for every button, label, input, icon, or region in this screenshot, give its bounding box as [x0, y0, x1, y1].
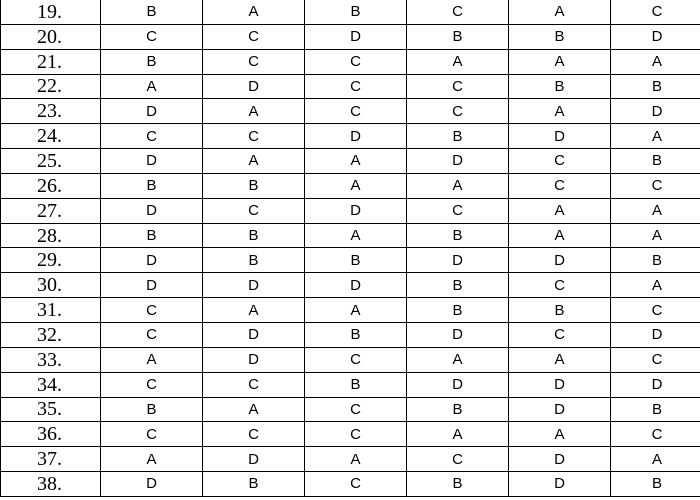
answer-cell: B: [305, 322, 407, 347]
answer-cell: C: [407, 0, 509, 24]
answer-cell: C: [407, 74, 509, 99]
question-number-cell: 38.: [1, 472, 101, 497]
answer-cell: C: [101, 24, 203, 49]
table-row: [1, 124, 700, 149]
table-row: [1, 198, 700, 223]
answer-cell: D: [305, 24, 407, 49]
answer-cell: C: [509, 149, 611, 174]
answer-cell: D: [203, 347, 305, 372]
answer-cell: C: [611, 0, 700, 24]
answer-cell: D: [407, 322, 509, 347]
answer-cell: A: [509, 347, 611, 372]
answer-cell: B: [509, 74, 611, 99]
answer-cell: A: [203, 0, 305, 24]
table-row: [1, 173, 700, 198]
answer-cell: B: [611, 397, 700, 422]
table-row: [1, 74, 700, 99]
answer-cell: A: [509, 223, 611, 248]
answer-cell: D: [203, 74, 305, 99]
table-row: [1, 49, 700, 74]
answer-cell: C: [101, 372, 203, 397]
table-row: [1, 347, 700, 372]
answer-cell: B: [305, 248, 407, 273]
answer-cell: D: [101, 248, 203, 273]
answer-cell: D: [101, 198, 203, 223]
question-number-cell: 21.: [1, 49, 101, 74]
answer-cell: B: [407, 472, 509, 497]
answer-cell: C: [305, 99, 407, 124]
answer-cell: D: [611, 99, 700, 124]
answer-cell: A: [305, 447, 407, 472]
answer-cell: C: [203, 422, 305, 447]
answer-cell: D: [407, 372, 509, 397]
answer-cell: C: [305, 472, 407, 497]
answer-cell: A: [509, 198, 611, 223]
question-number-cell: 22.: [1, 74, 101, 99]
answer-cell: A: [509, 49, 611, 74]
answer-cell: C: [305, 347, 407, 372]
answer-cell: A: [509, 99, 611, 124]
question-number-cell: 23.: [1, 99, 101, 124]
question-number-cell: 37.: [1, 447, 101, 472]
answer-cell: D: [509, 124, 611, 149]
answer-cell: C: [101, 124, 203, 149]
answer-cell: B: [101, 173, 203, 198]
answer-cell: C: [509, 273, 611, 298]
answer-cell: A: [407, 173, 509, 198]
answer-cell: D: [305, 273, 407, 298]
answer-cell: D: [203, 322, 305, 347]
answer-cell: A: [611, 49, 700, 74]
answer-cell: B: [407, 124, 509, 149]
answer-cell: D: [509, 372, 611, 397]
question-number-cell: 25.: [1, 149, 101, 174]
answer-cell: B: [407, 298, 509, 323]
answer-cell: C: [203, 198, 305, 223]
answer-cell: A: [611, 223, 700, 248]
table-row: [1, 248, 700, 273]
answer-cell: D: [203, 447, 305, 472]
question-number-cell: 26.: [1, 173, 101, 198]
answer-cell: C: [305, 422, 407, 447]
answer-cell: A: [203, 397, 305, 422]
table-row: [1, 447, 700, 472]
answer-cell: B: [203, 223, 305, 248]
question-number-cell: 32.: [1, 322, 101, 347]
question-number-cell: 30.: [1, 273, 101, 298]
answer-cell: D: [101, 472, 203, 497]
answer-cell: C: [305, 74, 407, 99]
answer-cell: B: [611, 74, 700, 99]
table-row: [1, 322, 700, 347]
answer-cell: B: [407, 223, 509, 248]
answer-cell: C: [407, 447, 509, 472]
answer-cell: B: [101, 223, 203, 248]
answer-cell: B: [101, 49, 203, 74]
answer-cell: C: [305, 49, 407, 74]
answer-cell: D: [203, 273, 305, 298]
table-row: [1, 99, 700, 124]
answer-cell: A: [305, 173, 407, 198]
table-row: [1, 372, 700, 397]
answer-cell: B: [203, 173, 305, 198]
answer-cell: D: [509, 447, 611, 472]
answer-cell: C: [611, 347, 700, 372]
answer-cell: B: [203, 472, 305, 497]
answer-cell: D: [611, 24, 700, 49]
answer-cell: A: [203, 149, 305, 174]
answer-cell: A: [407, 347, 509, 372]
question-number-cell: 27.: [1, 198, 101, 223]
question-number-cell: 36.: [1, 422, 101, 447]
table-row: [1, 24, 700, 49]
answer-cell: B: [407, 273, 509, 298]
question-number-cell: 35.: [1, 397, 101, 422]
answer-cell: D: [101, 149, 203, 174]
answer-cell: B: [509, 24, 611, 49]
answer-cell: C: [203, 24, 305, 49]
answer-cell: C: [101, 422, 203, 447]
answer-cell: A: [611, 273, 700, 298]
table-row: [1, 273, 700, 298]
answer-cell: D: [509, 472, 611, 497]
answer-cell: D: [305, 198, 407, 223]
answer-cell: A: [101, 74, 203, 99]
answer-cell: C: [611, 298, 700, 323]
answer-cell: B: [509, 298, 611, 323]
answer-cell: A: [611, 447, 700, 472]
answer-cell: C: [509, 322, 611, 347]
answer-cell: A: [203, 298, 305, 323]
answer-cell: D: [407, 149, 509, 174]
answer-cell: A: [101, 447, 203, 472]
answer-cell: D: [509, 397, 611, 422]
question-number-cell: 28.: [1, 223, 101, 248]
table-row: [1, 223, 700, 248]
table-row: [1, 422, 700, 447]
question-number-cell: 31.: [1, 298, 101, 323]
answer-cell: C: [203, 372, 305, 397]
answer-cell: A: [305, 149, 407, 174]
answer-cell: B: [305, 0, 407, 24]
answer-cell: A: [611, 124, 700, 149]
question-number-cell: 34.: [1, 372, 101, 397]
answer-cell: D: [611, 322, 700, 347]
answer-cell: C: [203, 49, 305, 74]
answer-cell: D: [611, 372, 700, 397]
answer-cell: B: [611, 472, 700, 497]
answer-cell: B: [101, 397, 203, 422]
answer-cell: C: [305, 397, 407, 422]
table-row: [1, 472, 700, 497]
answer-cell: A: [509, 422, 611, 447]
answer-cell: B: [407, 397, 509, 422]
question-number-cell: 24.: [1, 124, 101, 149]
answer-cell: C: [611, 173, 700, 198]
question-number-cell: 19.: [1, 0, 101, 24]
answer-cell: A: [509, 0, 611, 24]
answer-cell: B: [407, 24, 509, 49]
table-row: [1, 149, 700, 174]
answer-cell: C: [101, 298, 203, 323]
answer-cell: C: [611, 422, 700, 447]
answer-cell: D: [305, 124, 407, 149]
question-number-cell: 29.: [1, 248, 101, 273]
answer-cell: B: [101, 0, 203, 24]
question-number-cell: 33.: [1, 347, 101, 372]
answer-cell: C: [407, 198, 509, 223]
answer-cell: C: [203, 124, 305, 149]
answer-cell: C: [101, 322, 203, 347]
answer-cell: A: [305, 223, 407, 248]
answer-cell: A: [407, 422, 509, 447]
answer-cell: D: [509, 248, 611, 273]
table-row: [1, 298, 700, 323]
answer-cell: A: [101, 347, 203, 372]
answer-cell: A: [305, 298, 407, 323]
answer-cell: A: [407, 49, 509, 74]
answer-key-body: [1, 0, 700, 496]
answer-cell: A: [611, 198, 700, 223]
answer-cell: D: [101, 273, 203, 298]
table-row: [1, 397, 700, 422]
answer-cell: B: [305, 372, 407, 397]
answer-cell: C: [509, 173, 611, 198]
question-number-cell: 20.: [1, 24, 101, 49]
answer-cell: D: [101, 99, 203, 124]
table-row: [1, 0, 700, 24]
answer-cell: D: [407, 248, 509, 273]
answer-cell: B: [611, 248, 700, 273]
answer-cell: B: [611, 149, 700, 174]
answer-cell: A: [203, 99, 305, 124]
answer-cell: B: [203, 248, 305, 273]
answer-cell: C: [407, 99, 509, 124]
